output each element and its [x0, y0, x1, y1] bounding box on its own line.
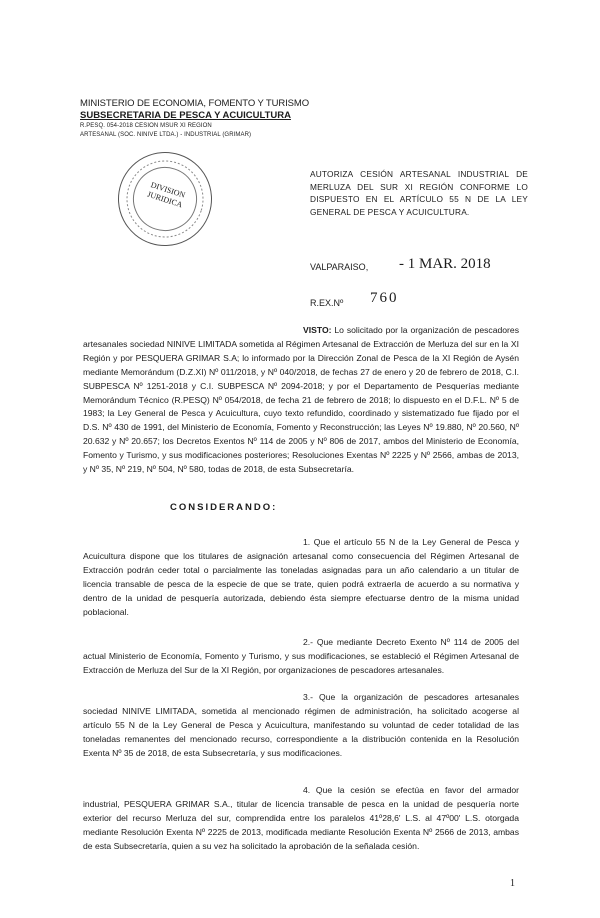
- ministry-name: MINISTERIO DE ECONOMIA, FOMENTO Y TURISMO: [80, 98, 310, 109]
- subsecretaria-name: SUBSECRETARIA DE PESCA Y ACUICULTURA: [80, 110, 291, 121]
- page-number: 1: [510, 878, 515, 889]
- rex-label: R.EX.Nº: [310, 298, 344, 308]
- considerando-paragraph-1: 1. Que el artículo 55 N de la Ley General de Pesca y Acuicultura dispone que los titulares de asignación artesanal como consecuencia del Régimen Artesanal de Extracción podrán ceder total o parcialmente las toneladas asignadas para un año calendario a un titular de licencia transable de pesca de la especie de que se trate, quien podrá extraerla de acuerdo a su normativa y dentro de la unidad de pesquería autorizada, debiendo ésta siempre efectuarse dentro de la misma unidad poblacional.: [83, 537, 519, 617]
- letterhead: [80, 98, 320, 140]
- rex-number: 760: [370, 290, 399, 306]
- considerando-heading: CONSIDERANDO:: [170, 502, 278, 513]
- visto-paragraph: [83, 324, 519, 477]
- date-stamp: - 1 MAR. 2018: [399, 256, 491, 272]
- considerando-paragraph-3: 3.- Que la organización de pescadores artesanales sociedad NINIVE LIMITADA, sometida al mencionado régimen de administración, ha solicitado acogerse al artículo 55 N de la Ley General de Pesca y Acuicultura, manifestando su voluntad de ceder totalidad de las toneladas remanentes del mencionado recurso, correspondiente a la distribución contenida en la Resolución Exenta Nº 35 de 2018, de esta Subsecretaría, y sus modificaciones.: [83, 692, 519, 758]
- visto-text: Lo solicitado por la organización de pescadores artesanales sociedad NINIVE LIMITADA sometida al Régimen Artesanal de Extracción de Merluza del sur en la XI Región y por PESQUERA GRIMAR S.A; lo informado por la Dirección Zonal de Pesca de la XI Región de Aysén mediante Memorándum (D.Z.XI) Nº 011/2018, y Nº 040/2018, de fechas 27 de enero y 20 de febrero de 2018, C.I. SUBPESCA Nº 1251-2018 y C.I. SUBPESCA Nº 2094-2018; y por el Departamento de Pesquerías mediante Memorándum Técnico (R.PESQ) Nº 054/2018, de fecha 21 de febrero de 2018; lo dispuesto en el D.F.L. Nº 5 de 1983; la Ley General de Pesca y Acuicultura, cuyo texto refundido, coordinado y sistematizado fue fijado por el D.S. Nº 430 de 1991, del Ministerio de Economía, Fomento y Reconstrucción; las Leyes Nº 19.880, Nº 20.560, Nº 20.632 y Nº 20.657; los Decretos Exentos Nº 114 de 2005 y Nº 806 de 2017, ambos del Ministerio de Economía, Fomento y Turismo, y sus modificaciones posteriores; Resoluciones Exentas Nº 2225 y Nº 2566, ambas de 2013, y Nº 35, Nº 219, Nº 504, Nº 580, todas de 2018, de esta Subsecretaría.: [83, 325, 519, 475]
- considerando-paragraph-4: 4. Que la cesión se efectúa en favor del armador industrial, PESQUERA GRIMAR S.A., titular de licencia transable de pesca en la unidad de pesquería norte exterior del recurso Merluza del sur, comprendida entre los paralelos 41º28,6' L.S. al 47º00' L.S. otorgada mediante Resolución Exenta Nº 2225 de 2013, modificada mediante Resolución Exenta Nº 2566 de 2013, ambas de esta Subsecretaría, quien a su vez ha solicitado la aprobación de la señalada cesión.: [83, 785, 519, 851]
- place-label: VALPARAISO,: [310, 262, 369, 272]
- division-juridica-stamp: [106, 140, 224, 258]
- stamp-text: DIVISION JURIDICA: [146, 180, 187, 210]
- considerando-paragraph-2: 2.- Que mediante Decreto Exento Nº 114 de 2005 del actual Ministerio de Economía, Fomento y Turismo, y sus modificaciones, se estableció el Régimen Artesanal de Extracción de Merluza del Sur de la XI Región, por organizaciones de pescadores artesanales.: [83, 637, 519, 675]
- visto-label: VISTO:: [303, 325, 332, 335]
- reference-line-2: ARTESANAL (SOC. NINIVE LTDA.) - INDUSTRIAL (GRIMAR): [80, 132, 252, 138]
- reference-line-1: R.PESQ. 054-2018 CESION MSUR XI REGION: [80, 123, 212, 129]
- resolution-title: AUTORIZA CESIÓN ARTESANAL INDUSTRIAL DE MERLUZA DEL SUR XI REGIÓN CONFORME LO DISPUESTO EN EL ARTÍCULO 55 N DE LA LEY GENERAL DE PESCA Y ACUICULTURA.: [310, 169, 528, 217]
